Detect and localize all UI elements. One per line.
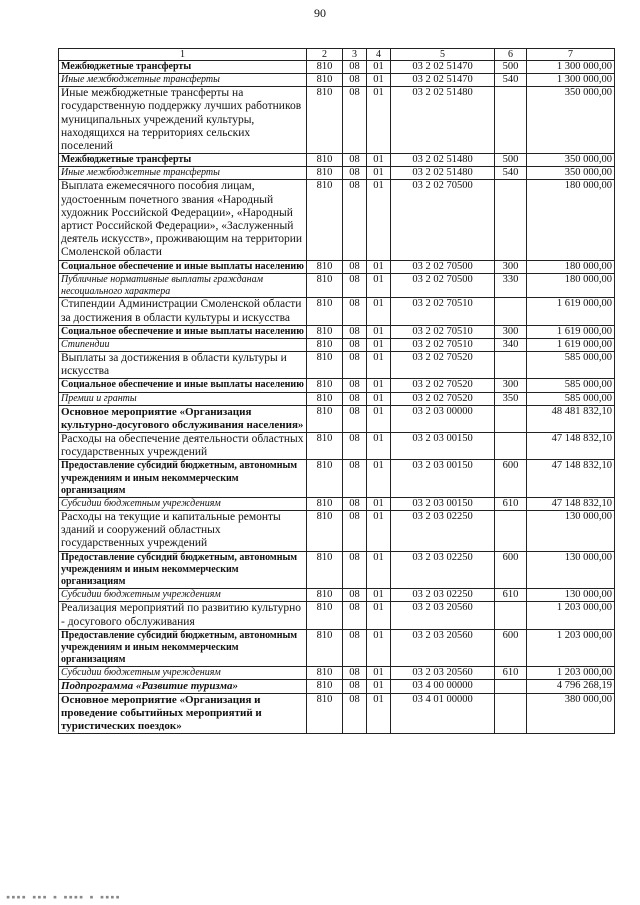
row-amount: 47 148 832,10 <box>527 498 615 511</box>
row-ministry-code: 810 <box>307 379 343 392</box>
row-subsection-code: 01 <box>367 392 391 405</box>
row-target-article: 03 2 02 51480 <box>391 154 495 167</box>
row-expense-type <box>495 405 527 432</box>
row-amount: 1 619 000,00 <box>527 339 615 352</box>
header-col-6: 6 <box>495 49 527 61</box>
row-ministry-code: 810 <box>307 589 343 602</box>
row-section-code: 08 <box>343 74 367 87</box>
row-subsection-code: 01 <box>367 61 391 74</box>
row-subsection-code: 01 <box>367 667 391 680</box>
row-section-code: 08 <box>343 379 367 392</box>
table-row <box>59 680 615 694</box>
row-ministry-code: 810 <box>307 87 343 154</box>
row-name: Публичные нормативные выплаты гражданам несоциального характера <box>59 273 307 298</box>
row-target-article: 03 2 02 70520 <box>391 352 495 379</box>
row-expense-type: 540 <box>495 74 527 87</box>
row-name: Социальное обеспечение и иные выплаты населению <box>59 325 307 338</box>
row-name: Субсидии бюджетным учреждениям <box>59 589 307 602</box>
row-amount: 1 300 000,00 <box>527 61 615 74</box>
table-row <box>59 693 615 734</box>
row-expense-type <box>495 693 527 734</box>
row-name: Основное мероприятие «Организация культурно-досугового обслуживания населения» <box>59 405 307 432</box>
row-target-article: 03 2 03 00000 <box>391 405 495 432</box>
row-expense-type: 330 <box>495 273 527 298</box>
table-row <box>59 167 615 180</box>
row-section-code: 08 <box>343 298 367 325</box>
row-name: Премии и гранты <box>59 392 307 405</box>
row-target-article: 03 2 03 20560 <box>391 667 495 680</box>
row-expense-type: 340 <box>495 339 527 352</box>
row-section-code: 08 <box>343 273 367 298</box>
row-amount: 1 203 000,00 <box>527 629 615 667</box>
row-ministry-code: 810 <box>307 273 343 298</box>
row-amount: 130 000,00 <box>527 589 615 602</box>
row-amount: 380 000,00 <box>527 693 615 734</box>
table-row <box>59 87 615 154</box>
row-expense-type <box>495 180 527 260</box>
row-amount: 1 619 000,00 <box>527 298 615 325</box>
row-name: Расходы на текущие и капитальные ремонты зданий и сооружений областных государственных учреждений <box>59 511 307 552</box>
row-expense-type <box>495 298 527 325</box>
table-row <box>59 498 615 511</box>
row-ministry-code: 810 <box>307 602 343 629</box>
row-subsection-code: 01 <box>367 154 391 167</box>
row-section-code: 08 <box>343 511 367 552</box>
table-row <box>59 602 615 629</box>
row-name: Межбюджетные трансферты <box>59 61 307 74</box>
row-subsection-code: 01 <box>367 460 391 498</box>
row-section-code: 08 <box>343 180 367 260</box>
row-ministry-code: 810 <box>307 339 343 352</box>
row-ministry-code: 810 <box>307 460 343 498</box>
row-name: Социальное обеспечение и иные выплаты населению <box>59 260 307 273</box>
row-section-code: 08 <box>343 325 367 338</box>
row-amount: 1 203 000,00 <box>527 602 615 629</box>
row-name: Основное мероприятие «Организация и проведение событийных мероприятий и туристических поездок» <box>59 693 307 734</box>
scan-mark: ▪▪▪▪ ▪▪▪ ▪ ▪▪▪▪ ▪ ▪▪▪▪ <box>6 893 121 901</box>
row-ministry-code: 810 <box>307 693 343 734</box>
row-section-code: 08 <box>343 589 367 602</box>
table-row <box>59 460 615 498</box>
row-section-code: 08 <box>343 167 367 180</box>
row-ministry-code: 810 <box>307 551 343 589</box>
row-name: Расходы на обеспечение деятельности областных государственных учреждений <box>59 433 307 460</box>
row-subsection-code: 01 <box>367 551 391 589</box>
row-ministry-code: 810 <box>307 405 343 432</box>
budget-table <box>58 48 615 734</box>
row-name: Субсидии бюджетным учреждениям <box>59 498 307 511</box>
row-expense-type: 500 <box>495 61 527 74</box>
row-subsection-code: 01 <box>367 433 391 460</box>
row-ministry-code: 810 <box>307 629 343 667</box>
row-target-article: 03 2 03 20560 <box>391 629 495 667</box>
row-subsection-code: 01 <box>367 260 391 273</box>
table-row <box>59 551 615 589</box>
row-target-article: 03 2 03 02250 <box>391 511 495 552</box>
row-ministry-code: 810 <box>307 154 343 167</box>
row-target-article: 03 2 02 51480 <box>391 167 495 180</box>
row-expense-type <box>495 511 527 552</box>
row-amount: 1 300 000,00 <box>527 74 615 87</box>
row-target-article: 03 2 02 70500 <box>391 273 495 298</box>
row-amount: 350 000,00 <box>527 154 615 167</box>
row-section-code: 08 <box>343 260 367 273</box>
row-amount: 1 619 000,00 <box>527 325 615 338</box>
row-name: Субсидии бюджетным учреждениям <box>59 667 307 680</box>
row-amount: 47 148 832,10 <box>527 433 615 460</box>
row-section-code: 08 <box>343 339 367 352</box>
row-ministry-code: 810 <box>307 167 343 180</box>
row-subsection-code: 01 <box>367 180 391 260</box>
row-subsection-code: 01 <box>367 629 391 667</box>
row-amount: 180 000,00 <box>527 273 615 298</box>
row-amount: 130 000,00 <box>527 511 615 552</box>
row-ministry-code: 810 <box>307 74 343 87</box>
row-subsection-code: 01 <box>367 74 391 87</box>
row-name: Иные межбюджетные трансферты <box>59 74 307 87</box>
table-row <box>59 511 615 552</box>
row-amount: 130 000,00 <box>527 551 615 589</box>
row-expense-type: 300 <box>495 379 527 392</box>
row-subsection-code: 01 <box>367 589 391 602</box>
header-col-2: 2 <box>307 49 343 61</box>
table-row <box>59 589 615 602</box>
row-expense-type: 350 <box>495 392 527 405</box>
header-col-3: 3 <box>343 49 367 61</box>
row-name: Выплаты за достижения в области культуры и искусства <box>59 352 307 379</box>
row-amount: 48 481 832,10 <box>527 405 615 432</box>
row-section-code: 08 <box>343 629 367 667</box>
row-name: Иные межбюджетные трансферты <box>59 167 307 180</box>
row-section-code: 08 <box>343 433 367 460</box>
row-name: Стипендии Администрации Смоленской области за достижения в области культуры и искусства <box>59 298 307 325</box>
row-subsection-code: 01 <box>367 693 391 734</box>
table-row <box>59 629 615 667</box>
row-ministry-code: 810 <box>307 680 343 694</box>
row-section-code: 08 <box>343 498 367 511</box>
row-ministry-code: 810 <box>307 298 343 325</box>
row-amount: 1 203 000,00 <box>527 667 615 680</box>
row-subsection-code: 01 <box>367 167 391 180</box>
row-section-code: 08 <box>343 460 367 498</box>
row-expense-type: 600 <box>495 551 527 589</box>
table-row <box>59 405 615 432</box>
row-expense-type: 500 <box>495 154 527 167</box>
row-section-code: 08 <box>343 680 367 694</box>
row-expense-type <box>495 87 527 154</box>
table-header-row <box>59 49 615 61</box>
row-ministry-code: 810 <box>307 352 343 379</box>
row-subsection-code: 01 <box>367 680 391 694</box>
row-amount: 47 148 832,10 <box>527 460 615 498</box>
row-target-article: 03 2 02 70520 <box>391 379 495 392</box>
row-target-article: 03 2 03 20560 <box>391 602 495 629</box>
row-name: Предоставление субсидий бюджетным, автономным учреждениям и иным некоммерческим организациям <box>59 629 307 667</box>
table-row <box>59 260 615 273</box>
header-col-1: 1 <box>59 49 307 61</box>
row-name: Стипендии <box>59 339 307 352</box>
row-subsection-code: 01 <box>367 602 391 629</box>
row-expense-type: 600 <box>495 629 527 667</box>
row-amount: 180 000,00 <box>527 260 615 273</box>
row-expense-type: 610 <box>495 667 527 680</box>
row-section-code: 08 <box>343 352 367 379</box>
row-subsection-code: 01 <box>367 352 391 379</box>
row-amount: 350 000,00 <box>527 87 615 154</box>
row-name: Социальное обеспечение и иные выплаты населению <box>59 379 307 392</box>
row-target-article: 03 2 03 00150 <box>391 433 495 460</box>
row-name: Межбюджетные трансферты <box>59 154 307 167</box>
row-subsection-code: 01 <box>367 339 391 352</box>
row-target-article: 03 4 01 00000 <box>391 693 495 734</box>
row-target-article: 03 4 00 00000 <box>391 680 495 694</box>
row-section-code: 08 <box>343 87 367 154</box>
header-col-7: 7 <box>527 49 615 61</box>
header-col-4: 4 <box>367 49 391 61</box>
row-target-article: 03 2 02 70510 <box>391 325 495 338</box>
row-target-article: 03 2 03 00150 <box>391 498 495 511</box>
row-name: Иные межбюджетные трансферты на государственную поддержку лучших работников муниципальных учреждений культуры, находящихся на территориях сельских поселений <box>59 87 307 154</box>
row-ministry-code: 810 <box>307 392 343 405</box>
row-target-article: 03 2 02 70510 <box>391 298 495 325</box>
table-row <box>59 352 615 379</box>
row-target-article: 03 2 02 70500 <box>391 180 495 260</box>
row-subsection-code: 01 <box>367 87 391 154</box>
row-amount: 585 000,00 <box>527 352 615 379</box>
row-subsection-code: 01 <box>367 498 391 511</box>
row-subsection-code: 01 <box>367 273 391 298</box>
table-row <box>59 392 615 405</box>
row-target-article: 03 2 02 51480 <box>391 87 495 154</box>
row-name: Реализация мероприятий по развитию культурно - досугового обслуживания <box>59 602 307 629</box>
row-expense-type: 610 <box>495 589 527 602</box>
row-target-article: 03 2 02 70510 <box>391 339 495 352</box>
row-section-code: 08 <box>343 693 367 734</box>
table-body <box>59 61 615 734</box>
row-ministry-code: 810 <box>307 433 343 460</box>
row-name: Предоставление субсидий бюджетным, автономным учреждениям и иным некоммерческим организациям <box>59 551 307 589</box>
row-amount: 4 796 268,19 <box>527 680 615 694</box>
row-subsection-code: 01 <box>367 325 391 338</box>
row-name: Подпрограмма «Развитие туризма» <box>59 680 307 694</box>
row-target-article: 03 2 03 00150 <box>391 460 495 498</box>
table-row <box>59 61 615 74</box>
row-ministry-code: 810 <box>307 260 343 273</box>
row-ministry-code: 810 <box>307 498 343 511</box>
row-amount: 585 000,00 <box>527 379 615 392</box>
row-expense-type: 300 <box>495 325 527 338</box>
table-row <box>59 154 615 167</box>
row-section-code: 08 <box>343 667 367 680</box>
row-subsection-code: 01 <box>367 511 391 552</box>
row-section-code: 08 <box>343 392 367 405</box>
table-row <box>59 339 615 352</box>
row-ministry-code: 810 <box>307 667 343 680</box>
row-amount: 585 000,00 <box>527 392 615 405</box>
row-target-article: 03 2 02 51470 <box>391 74 495 87</box>
row-expense-type: 300 <box>495 260 527 273</box>
table-row <box>59 325 615 338</box>
table-row <box>59 667 615 680</box>
row-name: Предоставление субсидий бюджетным, автономным учреждениям и иным некоммерческим организациям <box>59 460 307 498</box>
table-row <box>59 180 615 260</box>
row-target-article: 03 2 03 02250 <box>391 551 495 589</box>
row-subsection-code: 01 <box>367 379 391 392</box>
row-ministry-code: 810 <box>307 511 343 552</box>
row-expense-type <box>495 352 527 379</box>
row-subsection-code: 01 <box>367 405 391 432</box>
table-row <box>59 74 615 87</box>
row-ministry-code: 810 <box>307 180 343 260</box>
row-expense-type: 540 <box>495 167 527 180</box>
row-target-article: 03 2 02 51470 <box>391 61 495 74</box>
row-target-article: 03 2 02 70500 <box>391 260 495 273</box>
row-target-article: 03 2 02 70520 <box>391 392 495 405</box>
row-expense-type <box>495 680 527 694</box>
header-col-5: 5 <box>391 49 495 61</box>
row-expense-type <box>495 602 527 629</box>
row-section-code: 08 <box>343 405 367 432</box>
row-expense-type: 600 <box>495 460 527 498</box>
row-expense-type: 610 <box>495 498 527 511</box>
row-section-code: 08 <box>343 154 367 167</box>
row-name: Выплата ежемесячного пособия лицам, удостоенным почетного звания «Народный художник Российской Федерации», «Народный артист Российской Федерации», «Заслуженный деятель искусств», проживающим на территории Смоленской области <box>59 180 307 260</box>
table-row <box>59 379 615 392</box>
row-ministry-code: 810 <box>307 325 343 338</box>
row-section-code: 08 <box>343 551 367 589</box>
row-amount: 350 000,00 <box>527 167 615 180</box>
row-section-code: 08 <box>343 61 367 74</box>
row-section-code: 08 <box>343 602 367 629</box>
row-expense-type <box>495 433 527 460</box>
table-row <box>59 433 615 460</box>
table-row <box>59 298 615 325</box>
row-target-article: 03 2 03 02250 <box>391 589 495 602</box>
row-ministry-code: 810 <box>307 61 343 74</box>
table-row <box>59 273 615 298</box>
page-number: 90 <box>314 6 326 20</box>
row-amount: 180 000,00 <box>527 180 615 260</box>
row-subsection-code: 01 <box>367 298 391 325</box>
